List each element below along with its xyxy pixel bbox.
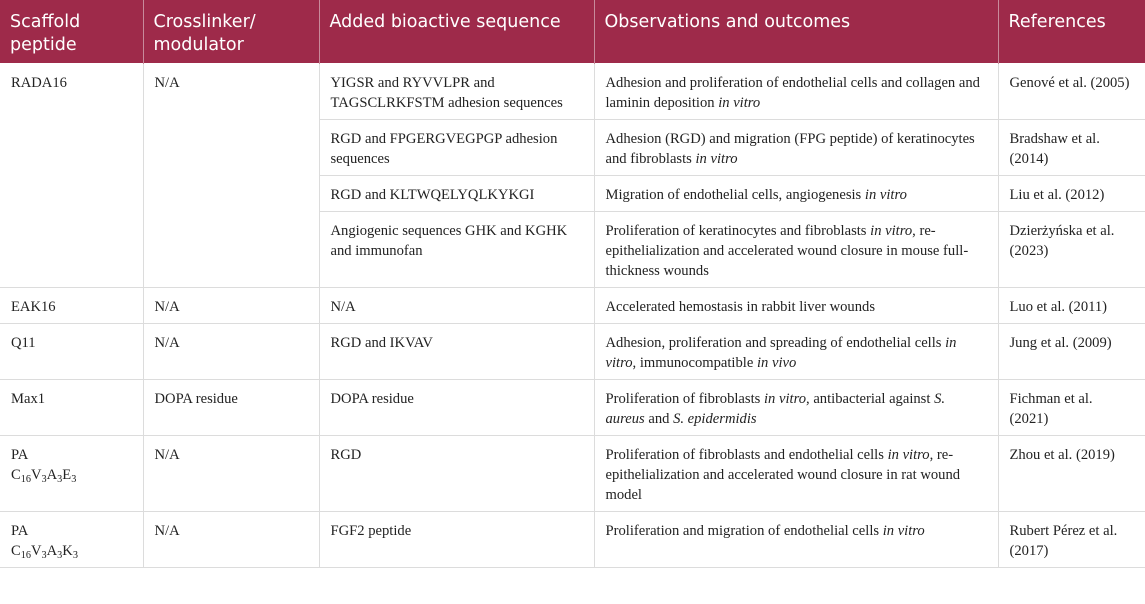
cell-crosslinker-modulator: N/A	[143, 323, 319, 379]
cell-scaffold-peptide: PA $C_{16}V_3A_3K_3$	[0, 511, 143, 567]
table-header	[0, 0, 1145, 63]
cell-crosslinker-modulator: N/A	[143, 435, 319, 511]
header-references: References	[998, 0, 1145, 63]
table-row	[0, 379, 1145, 435]
cell-reference: Liu et al. (2012)	[998, 175, 1145, 211]
table-row	[0, 511, 1145, 567]
table-row	[0, 63, 1145, 119]
cell-added-bioactive-sequence: YIGSR and RYVVLPR and TAGSCLRKFSTM adhesion sequences	[319, 63, 594, 119]
cell-added-bioactive-sequence: RGD	[319, 435, 594, 511]
cell-observations-outcomes: Proliferation and migration of endothelial cells in vitro	[594, 511, 998, 567]
cell-reference: Genové et al. (2005)	[998, 63, 1145, 119]
cell-reference: Dzierżyńska et al. (2023)	[998, 211, 1145, 287]
cell-crosslinker-modulator: N/A	[143, 63, 319, 287]
cell-added-bioactive-sequence: N/A	[319, 287, 594, 323]
table-row	[0, 323, 1145, 379]
cell-reference: Zhou et al. (2019)	[998, 435, 1145, 511]
cell-scaffold-peptide: Max1	[0, 379, 143, 435]
cell-observations-outcomes: Migration of endothelial cells, angiogenesis in vitro	[594, 175, 998, 211]
cell-observations-outcomes: Proliferation of fibroblasts in vitro, antibacterial against S. aureus and S. epidermidis	[594, 379, 998, 435]
header-observations-outcomes: Observations and outcomes	[594, 0, 998, 63]
cell-added-bioactive-sequence: DOPA residue	[319, 379, 594, 435]
cell-reference: Luo et al. (2011)	[998, 287, 1145, 323]
cell-observations-outcomes: Adhesion (RGD) and migration (FPG peptide) of keratinocytes and fibroblasts in vitro	[594, 119, 998, 175]
cell-reference: Bradshaw et al. (2014)	[998, 119, 1145, 175]
table-row	[0, 287, 1145, 323]
cell-reference: Rubert Pérez et al. (2017)	[998, 511, 1145, 567]
cell-observations-outcomes: Adhesion and proliferation of endothelial cells and collagen and laminin deposition in vitro	[594, 63, 998, 119]
cell-reference: Jung et al. (2009)	[998, 323, 1145, 379]
header-scaffold-peptide: Scaffold peptide	[0, 0, 143, 63]
cell-scaffold-peptide: Q11	[0, 323, 143, 379]
cell-crosslinker-modulator: N/A	[143, 287, 319, 323]
cell-crosslinker-modulator: DOPA residue	[143, 379, 319, 435]
cell-added-bioactive-sequence: FGF2 peptide	[319, 511, 594, 567]
header-crosslinker-modulator: Crosslinker/ modulator	[143, 0, 319, 63]
header-row	[0, 0, 1145, 63]
cell-reference: Fichman et al. (2021)	[998, 379, 1145, 435]
table-body	[0, 63, 1145, 567]
cell-added-bioactive-sequence: Angiogenic sequences GHK and KGHK and immunofan	[319, 211, 594, 287]
cell-added-bioactive-sequence: RGD and IKVAV	[319, 323, 594, 379]
cell-added-bioactive-sequence: RGD and KLTWQELYQLKYKGI	[319, 175, 594, 211]
cell-scaffold-peptide: RADA16	[0, 63, 143, 287]
header-added-bioactive-sequence: Added bioactive sequence	[319, 0, 594, 63]
cell-observations-outcomes: Accelerated hemostasis in rabbit liver wounds	[594, 287, 998, 323]
table-row	[0, 435, 1145, 511]
cell-scaffold-peptide: PA $C_{16}V_3A_3E_3$	[0, 435, 143, 511]
cell-crosslinker-modulator: N/A	[143, 511, 319, 567]
cell-observations-outcomes: Proliferation of fibroblasts and endothelial cells in vitro, re-epithelialization and accelerated wound closure in rat wound model	[594, 435, 998, 511]
cell-added-bioactive-sequence: RGD and FPGERGVEGPGP adhesion sequences	[319, 119, 594, 175]
cell-scaffold-peptide: EAK16	[0, 287, 143, 323]
cell-observations-outcomes: Adhesion, proliferation and spreading of endothelial cells in vitro, immunocompatible in vivo	[594, 323, 998, 379]
cell-observations-outcomes: Proliferation of keratinocytes and fibroblasts in vitro, re-epithelialization and accelerated wound closure in mouse full-thickness wounds	[594, 211, 998, 287]
